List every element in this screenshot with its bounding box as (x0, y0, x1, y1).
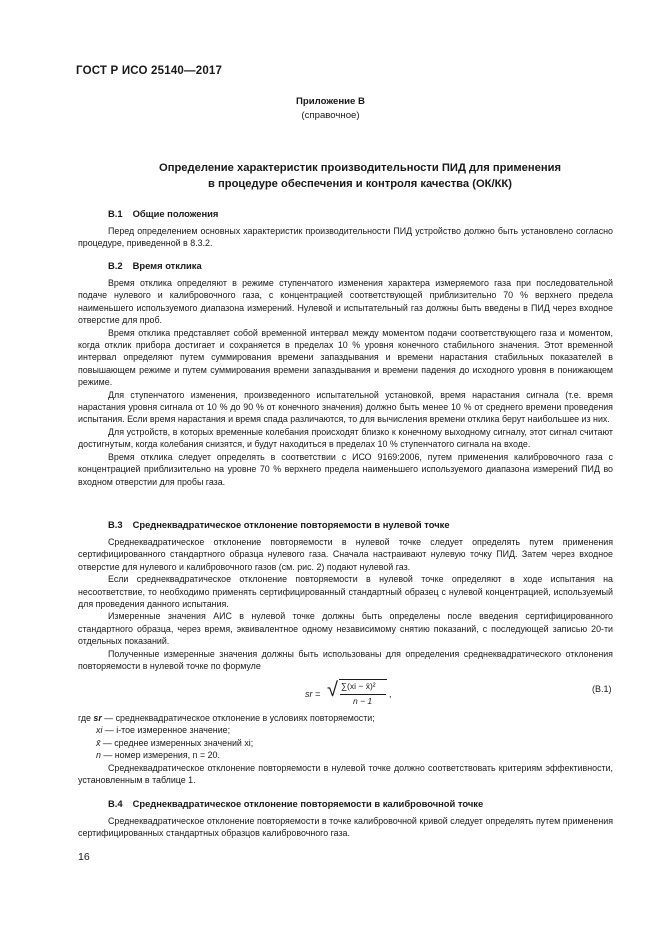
formula-numerator: ∑(xi − x̄)² (341, 681, 376, 691)
legend-symbol: n (96, 750, 101, 761)
paragraph: Если среднеквадратическое отклонение повторяемости в нулевой точке определяют в ходе испытания на несоответствие, то необходимо применять сертифицированный стандартный образец с нулевой концентрацией, используемый для проведения данного испытания. (78, 574, 613, 610)
section-heading-b4 (108, 798, 483, 809)
paragraph: Время отклика представляет собой временной интервал между моментом подачи соответствующего газа и моментом, когда отклик прибора достигает и сохраняется в пределах 10 % уровня конечного стабильного значения. Этот временной интервал определяют путем суммирования времени запаздывания и времени нарастания стабильных показателей в повышающем режиме и путем суммирования времени запаздывания и времени падения до исходного уровня в понижающем режиме. (78, 327, 613, 388)
legend-intro: где (78, 713, 91, 723)
paragraph: Среднеквадратическое отклонение повторяемости в нулевой точке должно соответствовать критериям эффективности, установленным в таблице 1. (78, 763, 613, 786)
section-b4-body (78, 815, 613, 840)
paragraph: Для устройств, в которых временные колебания происходят близко к конечному выходному сигналу, этот сигнал считают достигнутым, когда колебания снизятся, и будут находиться в пределах 10 % ступенчатого сигнала на входе. (78, 426, 613, 450)
section-number: В.3 (108, 519, 123, 530)
legend-item (78, 724, 613, 736)
legend-text: — i-тое измеренное значение; (104, 725, 231, 736)
section-heading-b1 (108, 208, 218, 219)
legend-item (78, 712, 613, 724)
legend-text: — среднее измеренных значений xi; (102, 737, 254, 748)
paragraph: Полученные измеренные значения должны быть использованы для определения среднеквадратического отклонения повторяемости в нулевой точке по формуле (78, 648, 613, 672)
page-title (60, 160, 660, 192)
paragraph: Среднеквадратическое отклонение повторяемости в точке калибровочной кривой следует определять путем применения сертифицированных стандартных образцов калибровочного газа. (78, 816, 613, 839)
section-b3-conclusion (78, 762, 613, 787)
paragraph: Для ступенчатого изменения, произведенного испытательной установкой, время нарастания сигнала (т.е. время нарастания уровня сигнала от 10 % до 90 % от конечного значения) должно быть менее 10 % от среднего времени проведения испытания. Если время нарастания и время спада различаются, то для вычисления времени отклика берут наибольшее из них. (78, 389, 613, 425)
appendix-note: (справочное) (301, 110, 360, 121)
paragraph: Измеренные значения АИС в нулевой точке должны быть определены после введения сертифицированного стандартного образца, через время, эквивалентное одному независимому снятию показаний, с последующей записью 20-ти отдельных показаний. (78, 611, 613, 647)
appendix-title: Приложение В (296, 96, 365, 107)
formula-comma: , (389, 689, 392, 699)
legend-item (78, 737, 613, 749)
legend-text: — номер измерения, n = 20. (103, 750, 220, 761)
section-number: В.1 (108, 208, 123, 219)
paragraph: Среднеквадратическое отклонение повторяемости в нулевой точке следует определять путем применения сертифицированного стандартного образца нулевого газа. Сначала настраивают нулевую точку ПИД. Затем через входное отверстие для нулевого и калибровочного газов (см. рис. 2) подают нулевой газ. (78, 537, 613, 572)
legend-symbol: sr (93, 713, 102, 723)
formula-number: (В.1) (592, 684, 612, 694)
paragraph: Время отклика определяют в режиме ступенчатого изменения характера измеряемого газа при последовательной подаче нулевого и калибровочного газа, с концентрацией соответствующей приблизительно 70 % верхнего предела наименьшего используемого диапазона измерений. Нулевой и испытательный газ должны быть введены в ПИД через входное отверстие для проб. (78, 278, 613, 326)
section-title: Среднеквадратическое отклонение повторяемости в нулевой точке (132, 519, 450, 530)
paragraph: Время отклика следует определять в соответствии с ИСО 9169:2006, путем применения калибровочного газа с концентрацией приблизительно на уровне 70 % верхнего предела наименьшего используемого диапазона измерений ПИД во входном отверстии для пробы газа. (78, 451, 613, 487)
section-title: Среднеквадратическое отклонение повторяемости в калибровочной точке (132, 798, 484, 809)
legend-symbol: xi (96, 725, 103, 736)
page-number: 16 (78, 851, 90, 863)
document-code: ГОСТ Р ИСО 25140—2017 (76, 65, 223, 77)
radical-sign: √ (327, 679, 338, 701)
section-number: В.2 (108, 260, 123, 271)
legend-item (78, 749, 613, 761)
section-heading-b3 (108, 519, 450, 530)
section-heading-b2 (108, 260, 202, 271)
formula-denominator: n − 1 (353, 696, 373, 706)
formula-lhs: sr = (305, 689, 321, 699)
section-b2-body (78, 277, 613, 488)
section-number: В.4 (108, 798, 123, 809)
formula-legend (78, 712, 613, 762)
title-line-1: Определение характеристик производительности ПИД для применения (159, 162, 561, 174)
section-b3-body (78, 536, 613, 672)
paragraph: Перед определением основных характеристик производительности ПИД устройство должно быть установлено согласно процедуре, приведенной в 8.3.2. (78, 226, 613, 249)
formula-b1 (305, 677, 425, 711)
fraction-bar (340, 694, 386, 695)
section-title: Время отклика (132, 260, 202, 271)
legend-text: — среднеквадратическое отклонение в условиях повторяемости; (104, 713, 375, 723)
legend-symbol: x̄ (96, 737, 101, 748)
section-title: Общие положения (132, 208, 219, 219)
section-b1-body (78, 225, 613, 250)
title-line-2: в процедуре обеспечения и контроля качества (ОК/КК) (208, 178, 512, 190)
